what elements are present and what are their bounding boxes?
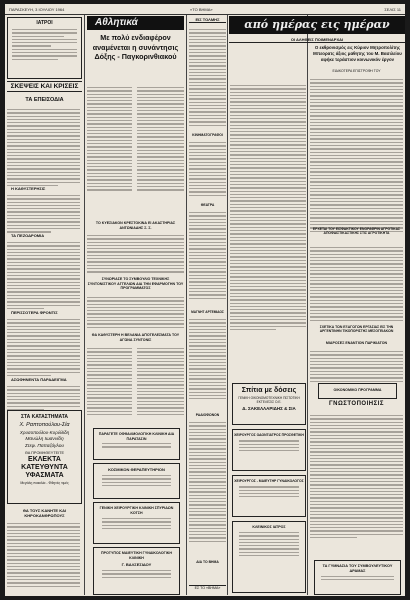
daily-head-4: ΣΧΕΤΙΚΑ ΤΩΝ ΕΞΑΓΩΓΩΝ ΕΡΓΑΣΙΑΣ ΕΙΣ ΤΗΝ ΑΡΓΕΝΤΙΝΗΝ ΤΙΚΟΠΟΡΙΣΤΗΣ ΜΕΣΟΓΕΙΑΚΩΝ (319, 325, 394, 334)
gynecologist-ad-text: ΧΕΙΡΟΥΡΓΟΣ - ΜΑΙΕΥΤΗΡ ΓΥΝΑΙΚΟΛΟΓΟΣ (234, 479, 304, 483)
program-notice-box (318, 383, 397, 399)
bottom-article-title: ΘΑ ΤΟΥΣ ΚΑΝΗΤΕ ΚΑΙ ΚΗΡΟΚΑΝΘΡΩΠΟΥΣ (22, 508, 67, 518)
section-title: ΣΚΕΨΕΙΣ ΚΑΙ ΚΡΙΣΕΙΣ (7, 81, 82, 92)
header-date: ΠΑΡΑΣΚΕΥΗ, 3 ΙΟΥΛΙΟΥ 1964 (9, 7, 65, 12)
therapy-ad (93, 463, 180, 499)
cinemas-heading: ΚΙΝΗΜΑΤΟΓΡΑΦΟΙ (192, 133, 223, 137)
therapy-text: ΚΟΣΜΙΚΟΝ ΘΕΡΑΠΕΥΤΗΡΙΟΝ (108, 467, 165, 472)
surgery-clinic-text: ΓΕΝΙΚΗ ΧΕΙΡΟΥΡΓΙΚΗ ΚΛΙΝΙΚΗ ΣΠΥΡΙΔΩΝ ΚΟΤΣΗ (99, 506, 174, 515)
clinic-doctor-text: ΚΛΕΙΝΙΚΟΣ ΙΑΤΡΟΣ (252, 525, 286, 529)
subheading-sidewalks: ΤΑ ΠΕΖΟΔΡΟΜΙΑ (11, 233, 45, 238)
daily-column-banner: από ημέρας εις ημέραν (229, 16, 405, 34)
ad-store-1: Χ. Ραπτοπούλου-Σία (19, 422, 70, 428)
subheading-more-care: ΠΕΡΙΣΣΟΤΕΡΑ ΦΡΟΝΤΙΣ (11, 310, 58, 315)
ad-footer: Μεγάλη ποικιλία - Φθηνές τιμές (20, 481, 69, 485)
maternity-clinic-name: Γ. ΒΑΛΣΕΣΙΔΟΥ (121, 562, 152, 567)
houses-ad (232, 383, 306, 425)
header-page-number: ΣΕΛΙΣ 11 (384, 7, 401, 12)
bima-heading: ΔΙΑ ΤΟ ΒΗΜΑ (196, 560, 219, 564)
fabrics-ad (7, 410, 82, 504)
daily-head-3: ΕΡΧΕΤΑΙ ΤΟΥ ΕΙΣΦΑΚΤΙΚΟΥ ΕΝΟΡΑΦΡΙΝ ΑΓΡΟΤΙΚΑΣ ΑΠΟΦΑΙΣΤΙΚΑΣΤΙΚΗΣ ΣΤΙΣ ΑΓΡΟΤΙΚΗΤΑ (312, 227, 401, 236)
ad-store-4: Στεφ. Παπαζόγλου (24, 444, 65, 449)
newspaper-page (5, 4, 405, 596)
gynecologist-ad (232, 475, 306, 517)
subheading-delay: Η ΚΑΘΥΣΤΕΡΗΣΙΣ (11, 186, 46, 191)
ad-big-text: ΕΚΛΕΚΤΑ ΚΑΤΕΥΘΥΝΤΑ ΥΦΑΣΜΑΤΑ (21, 456, 68, 479)
daily-head-5: ΜΙΑΡΟΣΕΣ ΕΝΑΝΤΙΟΝ ΠΑΡΙΚΙΑΤΟΝ (325, 341, 388, 345)
dentist-ad (232, 429, 306, 471)
column-rule (307, 15, 308, 595)
theatres-heading: ΘΕΑΤΡΑ (200, 203, 215, 207)
maternity-clinic-ad (93, 547, 180, 595)
sports-subhead-3: ΘΑ ΚΑΘΥΣΤΕΡΗ Η ΒΕΛΑΝΙΑ ΑΠΟΤΕΛΕΣΜΑΤΑ ΤΟΥ ΑΓΩΝΑ ΣΥΝΤΟΝΙΣ (91, 333, 180, 342)
eye-clinic-text: ΠΑΡΑΓΕΤΕ ΟΦΘΑΛΜΟΛΟΓΙΚΗ ΚΛΙΝΙΚΗ ΔΙΑ ΠΑΡΑΤΑΣΙΝ (98, 432, 175, 441)
ad-store-3: Μανώλη Ιωαννίδη (25, 437, 64, 442)
daily-byline: ΕΙΔΙΚΟΤΕΡΑ ΕΠΙΣΤΡΟΦΗ ΤΟΥ (332, 69, 381, 73)
listings-title: ΕΙΣ ΤΟΛΜΗΣ (189, 17, 226, 23)
artemis-heading: ΜΑΓΝΗΤ ΑΡΤΕΜΙΔΟΣ (191, 310, 224, 314)
column-rule (227, 15, 228, 595)
maternity-clinic-text: ΠΡΟΤΥΠΟΣ ΜΑΙΕΥΤΙΚΗ ΓΥΝΑΙΚΟΛΟΓΙΚΗ ΚΛΙΝΙΚΗ (100, 551, 172, 560)
column-5 (310, 15, 403, 595)
sports-headline: Με πολύ ενδιαφέρον αναμένεται η συνάντησις Δόξης - Παγκορινθιακού (92, 33, 179, 61)
page-header (5, 4, 405, 15)
doctors-box (7, 17, 82, 79)
announcement-title: ΓΝΩΣΤΟΠΟΙΗΣΙΣ (329, 401, 384, 407)
column-4 (230, 15, 306, 595)
column-1 (7, 15, 82, 595)
houses-ad-company: ΓΕΝΙΚΗ ΟΙΚΟΝΟΜΟΤΕΧΝΙΚΗ ΠΙΣΤΩΤΙΚΗ ΕΚΤΕΛΕΣΙΣ Ο.Ε. (238, 396, 300, 404)
column-2 (87, 15, 184, 595)
header-paper-name: «ΤΟ ΒΗΜΑ» (190, 7, 213, 12)
ad-store-2: Χρυσοπούλου-Κυριλλίδη (19, 430, 70, 435)
dentist-ad-text: ΧΕΙΡΟΥΡΓΟΣ ΟΔΟΝΤΙΑΤΡΟΣ ΠΡΟΣΘΕΤΙΚΗ (234, 433, 304, 437)
subheading-example: ΑΣΩΦΗΝΕΝΤΑ ΠΑΡΑΔΕΙΓΜΑ (11, 377, 67, 382)
sports-subhead-1: ΤΟ ΚΥΕΣΙΑΚΟΝ ΚΡΕΣΤΟΚΙΝΑ ΕΙ ΑΚΑΣΤΗΡΙΑΣ ΑΝΤΩΝΙΑΔΗΣ Σ. Σ. (95, 221, 176, 230)
ad-subline: ΘΑ ΠΡΟΜΗΘΕΥΤΕΙΤΕ (24, 451, 65, 455)
column-rule (186, 15, 187, 595)
sports-banner: Αθλητικά (87, 16, 184, 30)
subheading-episodes: ΤΑ ΕΠΕΙΣΟΔΙΑ (25, 97, 64, 103)
surgery-clinic-ad (93, 502, 180, 544)
program-notice-text: ΟΙΚΟΝΟΜΙΚΟ ΠΡΟΓΡΑΜΜΑ (333, 388, 382, 392)
houses-ad-brand: Δ. ΣΑΚΕΛΛΑΡΙΔΗΣ & ΣΙΑ (242, 406, 296, 411)
ad-heading: ΣΤΑ ΚΑΤΑΣΤΗΜΑΤΑ (20, 414, 69, 420)
daily-head-1: ΟΙ ΑΛΗΘΕΙΣ ΠΟΙΜΕΝΑΡΧΑΙ (229, 37, 405, 43)
drama-gym-text: ΤΑ ΓΥΜΝΑΣΙΑ ΤΟΥ ΣΥΜΒΟΥΛΕΥΤΙΚΟΥ ΔΡΑΜΑΣ (322, 564, 393, 573)
clinic-doctor-ad (232, 521, 306, 593)
sports-subhead-2: ΣΥΝΩΡΙΑΣΕ ΤΟ ΣΥΜΒΟΥΛΙΟ ΤΕΧΝΙΚΗΣ ΣΥΝΤΟΝΙΣΤΙΚΟΥ ΑΓΓΕΛΙΩΝ ΔΙΑ ΤΗΝ ΕΦΑΡΜΟΓΗΝ ΤΟΥ ΠΡΟΓΡΑΜΜΑΤΟΣ (87, 277, 184, 290)
eye-clinic-ad (93, 428, 180, 460)
drama-gym-box (314, 560, 401, 595)
houses-ad-headline: Σπίτια με δόσεις (241, 387, 297, 394)
daily-head-2: Ο εκθρονισμός εις Κύριον Μητροπολίτης Μπεορατς άξιος μαθητης του Μ. Βασιλείου αφήκε τεράστιον κοινωνικόν έργον (313, 45, 402, 62)
radio-heading: ΡΑΔΙΟΦΩΝΟΝ (195, 413, 220, 417)
column-rule (84, 15, 85, 595)
doctors-title: ΙΑΤΡΟΙ (36, 20, 53, 26)
column-3 (189, 15, 226, 595)
bima-label: ΕΣ ΤΟ «ΒΗΜΑ» (189, 585, 226, 590)
